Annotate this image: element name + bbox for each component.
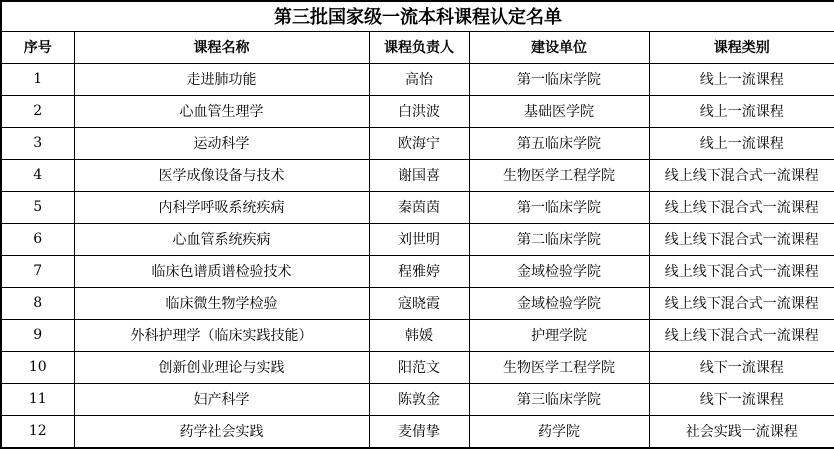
cell-unit: 第一临床学院	[469, 63, 649, 95]
cell-unit: 第一临床学院	[469, 191, 649, 223]
cell-leader: 白洪波	[369, 95, 469, 127]
cell-name: 临床色谱质谱检验技术	[74, 255, 369, 287]
cell-type: 线下一流课程	[649, 383, 834, 415]
cell-name: 外科护理学（临床实践技能）	[74, 319, 369, 351]
cell-index: 11	[1, 383, 74, 415]
page-title: 第三批国家级一流本科课程认定名单	[1, 1, 834, 31]
cell-unit: 第五临床学院	[469, 127, 649, 159]
cell-index: 6	[1, 223, 74, 255]
cell-type: 社会实践一流课程	[649, 415, 834, 448]
column-header-leader: 课程负责人	[369, 31, 469, 63]
cell-unit: 第二临床学院	[469, 223, 649, 255]
cell-unit: 金域检验学院	[469, 287, 649, 319]
table-row	[1, 63, 834, 95]
cell-index: 5	[1, 191, 74, 223]
cell-index: 12	[1, 415, 74, 448]
cell-leader: 秦茵茵	[369, 191, 469, 223]
cell-leader: 高怡	[369, 63, 469, 95]
cell-name: 妇产科学	[74, 383, 369, 415]
cell-name: 内科学呼吸系统疾病	[74, 191, 369, 223]
cell-leader: 麦倩挚	[369, 415, 469, 448]
column-header-unit: 建设单位	[469, 31, 649, 63]
cell-type: 线下一流课程	[649, 351, 834, 383]
cell-leader: 陈敦金	[369, 383, 469, 415]
cell-type: 线上线下混合式一流课程	[649, 223, 834, 255]
cell-type: 线上线下混合式一流课程	[649, 159, 834, 191]
cell-type: 线上线下混合式一流课程	[649, 191, 834, 223]
cell-name: 心血管系统疾病	[74, 223, 369, 255]
cell-unit: 药学院	[469, 415, 649, 448]
cell-unit: 金域检验学院	[469, 255, 649, 287]
cell-index: 7	[1, 255, 74, 287]
table-row	[1, 351, 834, 383]
table-row	[1, 127, 834, 159]
column-header-index: 序号	[1, 31, 74, 63]
cell-type: 线上线下混合式一流课程	[649, 287, 834, 319]
header-row	[1, 31, 834, 63]
table-row	[1, 159, 834, 191]
cell-index: 9	[1, 319, 74, 351]
cell-name: 心血管生理学	[74, 95, 369, 127]
cell-index: 4	[1, 159, 74, 191]
cell-name: 创新创业理论与实践	[74, 351, 369, 383]
cell-leader: 寇晓霞	[369, 287, 469, 319]
cell-name: 药学社会实践	[74, 415, 369, 448]
cell-name: 走进肺功能	[74, 63, 369, 95]
cell-type: 线上一流课程	[649, 127, 834, 159]
cell-index: 8	[1, 287, 74, 319]
cell-unit: 护理学院	[469, 319, 649, 351]
cell-index: 2	[1, 95, 74, 127]
cell-leader: 阳范文	[369, 351, 469, 383]
cell-leader: 刘世明	[369, 223, 469, 255]
cell-leader: 欧海宁	[369, 127, 469, 159]
cell-leader: 韩媛	[369, 319, 469, 351]
cell-type: 线上线下混合式一流课程	[649, 255, 834, 287]
cell-index: 3	[1, 127, 74, 159]
table-row	[1, 95, 834, 127]
cell-type: 线上一流课程	[649, 95, 834, 127]
cell-type: 线上一流课程	[649, 63, 834, 95]
table-row	[1, 319, 834, 351]
cell-index: 10	[1, 351, 74, 383]
cell-leader: 程雅婷	[369, 255, 469, 287]
column-header-name: 课程名称	[74, 31, 369, 63]
table-row	[1, 191, 834, 223]
table-row	[1, 255, 834, 287]
cell-unit: 生物医学工程学院	[469, 159, 649, 191]
cell-unit: 生物医学工程学院	[469, 351, 649, 383]
cell-leader: 谢国喜	[369, 159, 469, 191]
table-row	[1, 223, 834, 255]
cell-name: 临床微生物学检验	[74, 287, 369, 319]
cell-name: 医学成像设备与技术	[74, 159, 369, 191]
cell-unit: 基础医学院	[469, 95, 649, 127]
table-row	[1, 415, 834, 448]
title-row	[1, 1, 834, 31]
cell-index: 1	[1, 63, 74, 95]
table-row	[1, 383, 834, 415]
cell-type: 线上线下混合式一流课程	[649, 319, 834, 351]
cell-unit: 第三临床学院	[469, 383, 649, 415]
cell-name: 运动科学	[74, 127, 369, 159]
column-header-type: 课程类别	[649, 31, 834, 63]
table-row	[1, 287, 834, 319]
